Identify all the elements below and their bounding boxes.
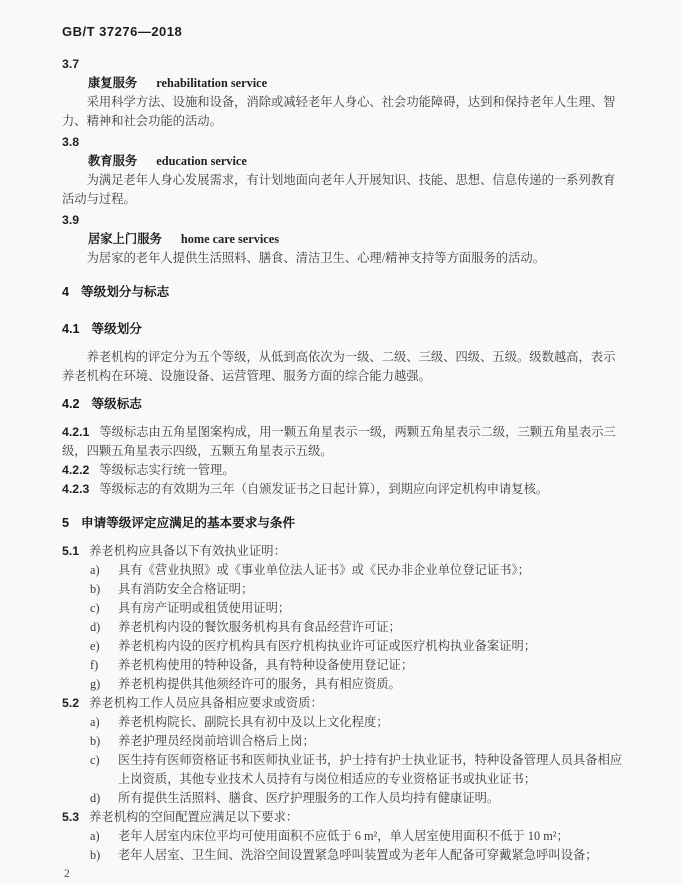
clause-4-2-3	[62, 480, 624, 499]
term-title	[62, 230, 624, 249]
list-label: d)	[90, 620, 101, 634]
list-text: 养老机构内设的医疗机构具有医疗机构执业许可证或医疗机构执业备案证明；	[118, 639, 537, 653]
list-text: 医生持有医师资格证书和医师执业证书，护士持有护士执业证书，特种设备管理人员具备相应上岗资质，其他专业技术人员持有与岗位相适应的专业资格证书或执业证书；	[118, 753, 623, 786]
term-definition: 采用科学方法、设施和设备，消除或减轻老年人身心、社会功能障碍，达到和保持老年人生理、智力、精神和社会功能的活动。	[62, 95, 616, 128]
list-item	[62, 656, 624, 675]
standard-number: GB/T 37276—2018	[62, 24, 183, 39]
term-title	[62, 152, 624, 171]
term-cn: 康复服务	[88, 76, 138, 90]
clause-number: 4.2.1	[62, 425, 90, 439]
list-item	[62, 751, 624, 789]
list-item	[62, 561, 624, 580]
list-item	[62, 599, 624, 618]
section-title: 等级划分与标志	[81, 285, 170, 299]
term-number: 3.7	[62, 57, 80, 71]
term-block-3-9	[62, 209, 624, 268]
clause-number: 5.2	[62, 696, 80, 710]
clause-text: 养老机构工作人员应具备相应要求或资质：	[89, 696, 323, 710]
clause-4-2-2	[62, 461, 624, 480]
clause-number: 5.1	[62, 544, 80, 558]
list-text: 具有《营业执照》或《事业单位法人证书》或《民办非企业单位登记证书》；	[118, 563, 530, 577]
list-item	[62, 789, 624, 808]
list-label: d)	[90, 791, 101, 805]
term-block-3-7	[62, 53, 624, 131]
list-text: 养老机构院长、副院长具有初中及以上文化程度；	[118, 715, 389, 729]
list-item	[62, 637, 624, 656]
section-5-heading	[62, 514, 624, 533]
clause-number: 4.2.3	[62, 482, 90, 496]
term-definition: 为满足老年人身心发展需求，有计划地面向老年人开展知识、技能、思想、信息传递的一系列教育活动与过程。	[62, 173, 616, 206]
list-text: 具有消防安全合格证明；	[118, 582, 254, 596]
list-label: c)	[90, 753, 100, 767]
list-label: f)	[90, 658, 99, 672]
section-number: 5	[62, 516, 70, 530]
page-number: 2	[64, 868, 70, 880]
list-label: b)	[90, 582, 101, 596]
list-text: 老年人居室、卫生间、洗浴空间设置紧急呼叫装置或为老年人配备可穿戴紧急呼叫设备；	[118, 848, 598, 862]
list-item	[62, 713, 624, 732]
term-en: home care services	[180, 232, 279, 246]
term-en: education service	[156, 154, 247, 168]
list-label: a)	[90, 829, 100, 843]
clause-5-1	[62, 542, 624, 561]
list-item	[62, 618, 624, 637]
section-number: 4.2	[62, 397, 80, 411]
section-title: 申请等级评定应满足的基本要求与条件	[81, 516, 296, 530]
clause-text: 养老机构的空间配置应满足以下要求：	[89, 810, 299, 824]
clause-text: 等级标志由五角星图案构成，用一颗五角星表示一级，两颗五角星表示二级，三颗五角星表示三级，四颗五角星表示四级，五颗五角星表示五级。	[62, 425, 616, 458]
section-4-2-heading	[62, 395, 624, 414]
list-label: c)	[90, 601, 100, 615]
list-text: 养老机构内设的餐饮服务机构具有食品经营许可证；	[118, 620, 401, 634]
list-label: b)	[90, 734, 101, 748]
section-number: 4	[62, 285, 70, 299]
clause-4-2-1	[62, 423, 624, 461]
clause-number: 4.2.2	[62, 463, 90, 477]
section-4-heading	[62, 283, 624, 302]
list-text: 所有提供生活照料、膳食、医疗护理服务的工作人员均持有健康证明。	[118, 791, 500, 805]
section-title: 等级标志	[91, 397, 142, 411]
section-4-1-heading	[62, 320, 624, 339]
term-number: 3.9	[62, 213, 80, 227]
list-item	[62, 580, 624, 599]
list-label: g)	[90, 677, 101, 691]
list-text: 养老机构使用的特种设备，具有特种设备使用登记证；	[118, 658, 414, 672]
section-number: 4.1	[62, 322, 80, 336]
term-number: 3.8	[62, 135, 80, 149]
term-title	[62, 74, 624, 93]
clause-text: 等级标志实行统一管理。	[99, 463, 235, 477]
list-label: e)	[90, 639, 100, 653]
list-item	[62, 827, 624, 846]
clause-text: 等级标志的有效期为三年（自颁发证书之日起计算），到期应向评定机构申请复核。	[99, 482, 549, 496]
list-item	[62, 675, 624, 694]
list-text: 养老机构提供其他须经许可的服务，具有相应资质。	[118, 677, 401, 691]
list-label: a)	[90, 563, 100, 577]
clause-5-3	[62, 808, 624, 827]
term-cn: 教育服务	[88, 154, 138, 168]
clause-number: 5.3	[62, 810, 80, 824]
list-text: 老年人居室内床位平均可使用面积不应低于 6 m²，单人居室使用面积不低于 10 m²；	[118, 829, 569, 843]
term-cn: 居家上门服务	[88, 232, 162, 246]
list-text: 具有房产证明或租赁使用证明；	[118, 601, 291, 615]
section-title: 等级划分	[91, 322, 142, 336]
list-label: a)	[90, 715, 100, 729]
term-en: rehabilitation service	[156, 76, 268, 90]
term-block-3-8	[62, 131, 624, 209]
list-text: 养老护理员经岗前培训合格后上岗；	[118, 734, 315, 748]
list-item	[62, 732, 624, 751]
clause-text: 养老机构应具备以下有效执业证明：	[89, 544, 286, 558]
list-label: b)	[90, 848, 101, 862]
clause-5-2	[62, 694, 624, 713]
list-item	[62, 846, 624, 865]
section-4-1-body: 养老机构的评定分为五个等级，从低到高依次为一级、二级、三级、四级、五级。级数越高，表示养老机构在环境、设施设备、运营管理、服务方面的综合能力越强。	[62, 350, 616, 383]
term-definition: 为居家的老年人提供生活照料、膳食、清洁卫生、心理/精神支持等方面服务的活动。	[86, 251, 545, 265]
